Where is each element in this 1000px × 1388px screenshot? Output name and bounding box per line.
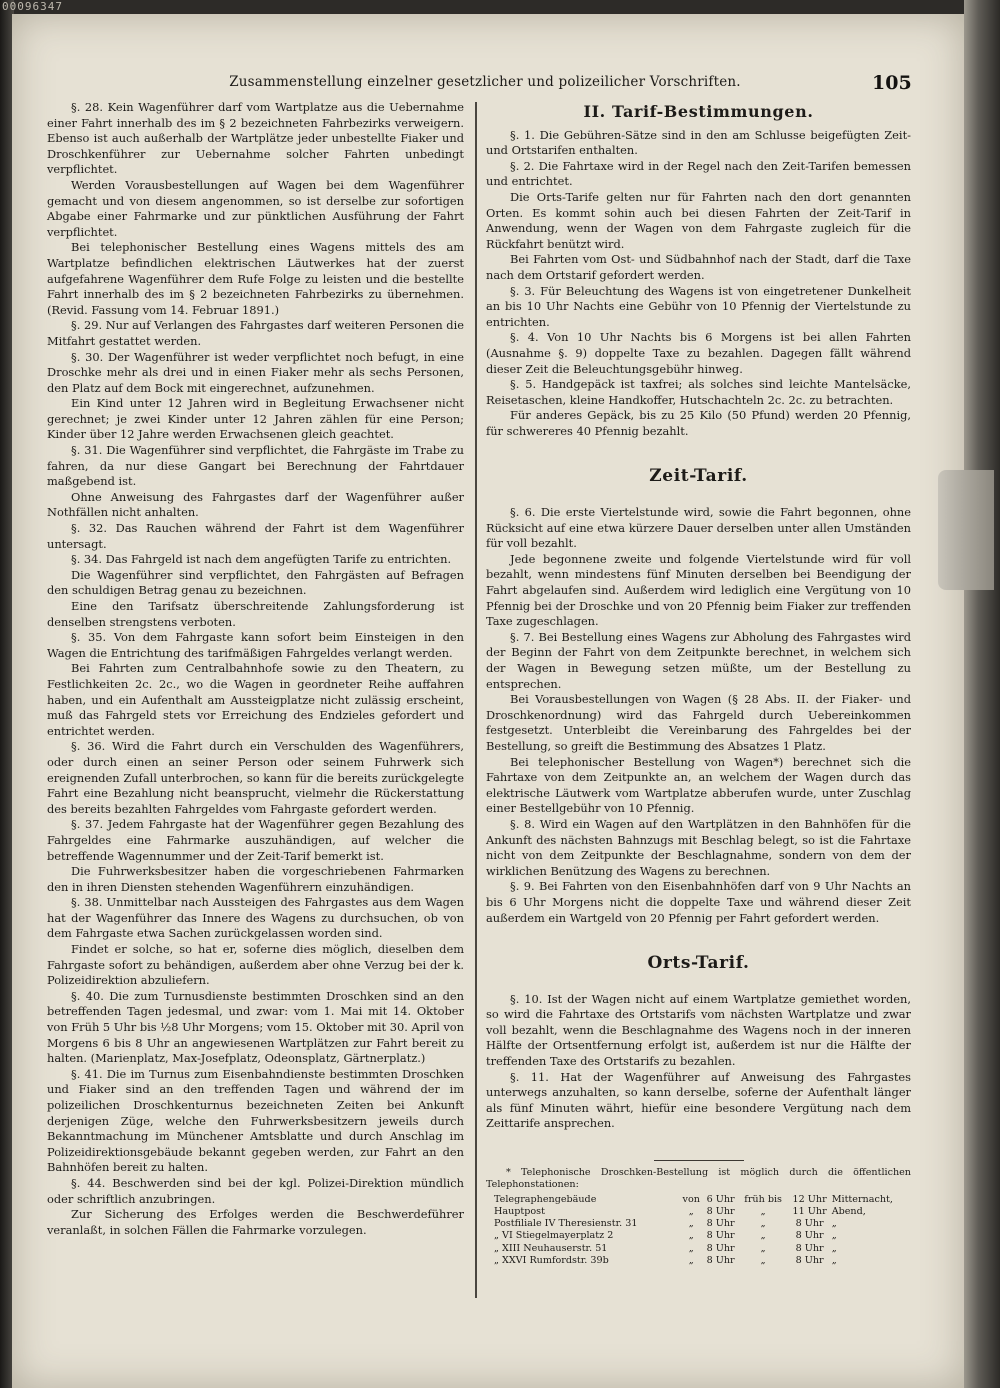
paragraph: §. 7. Bei Bestellung eines Wagens zur Abholung des Fahrgastes wird der Beginn der Fahrt von dem Zeitpunkte berechnet, in welchem sich der Wagen in Bewegung setzen müßte, um der Bestellung zu entsprechen. [486, 629, 911, 691]
page-edge [964, 0, 1000, 1388]
scan-id: 00096347 [2, 0, 63, 13]
paragraph: §. 38. Unmittelbar nach Aussteigen des Fahrgastes aus dem Wagen hat der Wagenführer das Innere des Wagens zu durchsuchen, ob von dem Fahrgaste etwa Sachen zurückgelassen worden sind. [47, 895, 464, 941]
time-note: „ [831, 1254, 837, 1266]
opening-time: 8 Uhr [706, 1218, 735, 1230]
time-note: Mitternacht, [831, 1193, 893, 1205]
left-column [47, 100, 464, 1238]
station-row [486, 1218, 911, 1230]
paragraph: Werden Vorausbestellungen auf Wagen bei dem Wagenführer gemacht und von diesem angenommen, so ist derselbe zur sofortigen Abgabe einer Fahrmarke und zur pünktlichen Ausführung der Fahrt verpflichtet. [47, 177, 464, 239]
paragraph: Eine den Tarifsatz überschreitende Zahlungsforderung ist denselben strengstens verboten. [47, 599, 464, 629]
footnote-text: * Telephonische Droschken-Bestellung ist möglich durch die öffentlichen Telephonstationen: [486, 1167, 911, 1191]
paragraph: §. 44. Beschwerden sind bei der kgl. Polizei-Direktion mündlich oder schriftlich anzubringen. [47, 1175, 464, 1206]
telephone-station-table [486, 1194, 911, 1267]
station-name: Postfiliale IV Theresienstr. 31 [494, 1218, 638, 1230]
footnote [486, 1167, 911, 1267]
opening-time: 6 Uhr [706, 1193, 735, 1205]
paragraph: §. 41. Die im Turnus zum Eisenbahndienste bestimmten Droschken und Fiaker sind an den treffenden Tagen und während der im polizeilichen Droschkenturnus bezeichneten Zeiten bei Ankunft derjenigen Züge, welche den Fuhrwerksbesitzern jeweils durch Bekanntmachung im Münchener Amtsblatte und durch Anschlag im Polizeidirektionsgebäude bekannt gegeben werden, zur Fahrt an den Bahnhöfen bereit zu halten. [47, 1066, 464, 1175]
paragraph: Jede begonnene zweite und folgende Viertelstunde wird für voll bezahlt, wenn mindestens fünf Minuten derselben bei Beendigung der Fahrt abgelaufen sind. Außerdem wird lediglich eine Vergütung von 10 Pfennig bei der Droschke und von 20 Pfennig beim Fiaker zur treffenden Taxe zugeschlagen. [486, 551, 911, 629]
station-name: Telegraphengebäude [494, 1193, 597, 1205]
page-number: 105 [872, 72, 912, 94]
time-connector: „ [760, 1254, 766, 1266]
paragraph: §. 34. Das Fahrgeld ist nach dem angefügten Tarife zu entrichten. [71, 552, 452, 567]
paragraph: Bei Fahrten zum Centralbahnhofe sowie zu den Theatern, zu Festlichkeiten 2c. 2c., wo die Wagen in geordneter Reihe auffahren haben, und ein Aufenthalt am Aussteigplatze nicht zulässig erscheint, muß das Fahrgeld stets vor Erreichung des Endzieles gefordert und entrichtet werden. [47, 661, 464, 738]
time-prefix: „ [688, 1242, 694, 1254]
paragraph: Die Orts-Tarife gelten nur für Fahrten nach den dort genannten Orten. Es kommt sohin auch bei diesen Fahrten der Zeit-Tarif in Anwendung, wenn der Wagen von dem Fahrgaste zugleich für die Rückfahrt benützt wird. [486, 189, 911, 251]
paragraph: §. 9. Bei Fahrten von den Eisenbahnhöfen darf von 9 Uhr Nachts an bis 6 Uhr Morgens nicht die doppelte Taxe und während dieser Zeit außerdem ein Wartgeld von 20 Pfennig per Fahrt gefordert werden. [486, 879, 911, 925]
paragraph: §. 11. Hat der Wagenführer auf Anweisung des Fahrgastes unterwegs anzuhalten, so kann derselbe, soferne der Aufenthalt länger als fünf Minuten währt, hiefür eine besondere Vergütung nach dem Zeittarife ansprechen. [486, 1069, 911, 1131]
time-prefix: „ [688, 1254, 694, 1266]
paragraph: Ein Kind unter 12 Jahren wird in Begleitung Erwachsener nicht gerechnet; je zwei Kinder unter 12 Jahren zählen für eine Person; Kinder über 12 Jahre werden Erwachsenen gleich geachtet. [47, 396, 464, 442]
station-name: „ VI Stiegelmayerplatz 2 [494, 1230, 614, 1242]
right-column [486, 104, 911, 1267]
paragraph: §. 40. Die zum Turnusdienste bestimmten Droschken sind an den betreffenden Tagen jedesmal, und zwar: vom 1. Mai mit 14. Oktober von Früh 5 Uhr bis ½8 Uhr Morgens; vom 15. Oktober mit 30. April von Morgens 6 bis 8 Uhr an angewiesenen Wartplätzen zur Fahrt bereit zu halten. (Marienplatz, Max-Josefplatz, Odeonsplatz, Gärtnerplatz.) [47, 988, 464, 1066]
paragraph: §. 30. Der Wagenführer ist weder verpflichtet noch befugt, in eine Droschke mehr als drei und in einen Fiaker mehr als sechs Personen, den Platz auf dem Bock mit eingerechnet, aufzunehmen. [47, 349, 464, 395]
paragraph: §. 29. Nur auf Verlangen des Fahrgastes darf weiteren Personen die Mitfahrt gestattet werden. [47, 318, 464, 348]
paragraph: Bei telephonischer Bestellung von Wagen*) berechnet sich die Fahrtaxe von dem Zeitpunkte an, an welchem der Wagen durch das elektrische Läutwerk vom Wartplatze abberufen wurde, unter Zuschlag einer Bestellgebühr von 10 Pfennig. [486, 754, 911, 816]
station-row [486, 1255, 911, 1267]
paragraph: §. 32. Das Rauchen während der Fahrt ist dem Wagenführer untersagt. [47, 521, 464, 551]
orts-tarif-paragraphs [486, 992, 911, 1132]
opening-time: 8 Uhr [706, 1230, 735, 1242]
section-heading-zeit-tarif: Zeit-Tarif. [649, 466, 748, 487]
time-prefix: „ [688, 1206, 694, 1218]
paragraph: Bei Vorausbestellungen von Wagen (§ 28 Abs. II. der Fiaker- und Droschkenordnung) wird das Fahrgeld durch Uebereinkommen festgesetzt. Unterbleibt die Vereinbarung des Fahrgeldes bei der Bestellung, so greift die Bestimmung des Absatzes 1 Platz. [486, 692, 911, 753]
running-title: Zusammenstellung einzelner gesetzlicher und polizeilicher Vorschriften. [229, 74, 741, 90]
time-connector: „ [760, 1218, 766, 1230]
paragraph: §. 10. Ist der Wagen nicht auf einem Wartplatze gemiethet worden, so wird die Fahrtaxe des Ortstarifs vom nächsten Wartplatze und zwar voll bezahlt, wenn die Beschlagnahme des Wagens noch in der inneren Hälfte der Ortsentfernung erfolgt ist, außerdem ist nur die Hälfte der treffenden Taxe des Ortstarifs zu bezahlen. [486, 991, 911, 1069]
paragraph: §. 2. Die Fahrtaxe wird in der Regel nach den Zeit-Tarifen bemessen und entrichtet. [486, 158, 911, 189]
paragraph: §. 3. Für Beleuchtung des Wagens ist von eingetretener Dunkelheit an bis 10 Uhr Nachts eine Gebühr von 10 Pfennig der Viertelstunde zu entrichten. [486, 283, 911, 329]
paragraph: Die Fuhrwerksbesitzer haben die vorgeschriebenen Fahrmarken den in ihren Diensten stehenden Wagenführern einzuhändigen. [47, 864, 464, 894]
station-row [486, 1243, 911, 1255]
paragraph: §. 36. Wird die Fahrt durch ein Verschulden des Wagenführers, oder durch einen an seiner Person oder seinem Fuhrwerk sich ereignenden Zufall unterbrochen, so kann für die bereits zurückgelegte Fahrt eine Bezahlung nicht beansprucht, vielmehr die Rückerstattung des bereits bezahlten Fahrgeldes vom Fahrgaste gefordert werden. [47, 739, 464, 816]
opening-time: 8 Uhr [706, 1254, 735, 1266]
time-note: „ [831, 1242, 837, 1254]
section-heading-orts-tarif: Orts-Tarif. [647, 953, 750, 974]
paragraph: §. 1. Die Gebühren-Sätze sind in den am Schlusse beigefügten Zeit- und Ortstarifen enthalten. [486, 127, 911, 158]
time-connector: „ [760, 1242, 766, 1254]
closing-time: 12 Uhr [792, 1193, 827, 1205]
station-name: „ XXVI Rumfordstr. 39b [494, 1254, 609, 1266]
opening-time: 8 Uhr [706, 1206, 735, 1218]
station-row [486, 1230, 911, 1242]
time-connector: „ [760, 1230, 766, 1242]
station-row [486, 1194, 911, 1206]
station-name: Hauptpost [494, 1206, 545, 1218]
paragraph: Die Wagenführer sind verpflichtet, den Fahrgästen auf Befragen den schuldigen Betrag genau zu bezeichnen. [47, 567, 464, 598]
page-edge-tab [938, 470, 994, 590]
time-note: „ [831, 1218, 837, 1230]
paragraph: §. 4. Von 10 Uhr Nachts bis 6 Morgens ist bei allen Fahrten (Ausnahme §. 9) doppelte Taxe zu bezahlen. Dagegen fällt während dieser Zeit die Beleuchtungsgebühr hinweg. [486, 330, 911, 376]
closing-time: 8 Uhr [795, 1242, 824, 1254]
time-prefix: „ [688, 1230, 694, 1242]
time-note: Abend, [831, 1206, 866, 1218]
paragraph: Zur Sicherung des Erfolges werden die Beschwerdeführer veranlaßt, in solchen Fällen die Fahrmarke vorzulegen. [47, 1207, 464, 1237]
closing-time: 8 Uhr [795, 1230, 824, 1242]
closing-time: 8 Uhr [795, 1254, 824, 1266]
paragraph: §. 31. Die Wagenführer sind verpflichtet, die Fahrgäste im Trabe zu fahren, da nur diese Gangart bei Berechnung der Fahrtdauer maßgebend ist. [47, 443, 464, 489]
opening-time: 8 Uhr [706, 1242, 735, 1254]
paragraph: Bei Fahrten vom Ost- und Südbahnhof nach der Stadt, darf die Taxe nach dem Ortstarif gefordert werden. [486, 252, 911, 282]
paragraph: §. 8. Wird ein Wagen auf den Wartplätzen in den Bahnhöfen für die Ankunft des nächsten Bahnzugs mit Beschlag belegt, so ist die Fahrtaxe nicht von dem Zeitpunkte der Beschlagnahme, sondern von dem der wirklichen Benützung des Wagens zu berechnen. [486, 816, 911, 878]
tarif-paragraphs [486, 128, 911, 440]
time-prefix: von [682, 1193, 700, 1205]
paragraph: Ohne Anweisung des Fahrgastes darf der Wagenführer außer Nothfällen nicht anhalten. [47, 489, 464, 520]
paragraph: §. 28. Kein Wagenführer darf vom Wartplatze aus die Uebernahme einer Fahrt innerhalb des im § 2 bezeichneten Fahrbezirks verweigern. Ebenso ist auch außerhalb der Wartplätze jeder unbestellte Fiaker und Droschkenführer zur Uebernahme solcher Fahrten unbedingt verpflichtet. [47, 100, 464, 177]
time-connector: „ [760, 1206, 766, 1218]
time-connector: früh bis [744, 1193, 782, 1205]
footnote-rule [654, 1160, 744, 1161]
zeit-tarif-paragraphs [486, 505, 911, 926]
paragraph: §. 6. Die erste Viertelstunde wird, sowie die Fahrt begonnen, ohne Rücksicht auf eine etwa kürzere Dauer derselben unter allen Umständen für voll bezahlt. [486, 505, 911, 551]
closing-time: 8 Uhr [795, 1218, 824, 1230]
time-prefix: „ [688, 1218, 694, 1230]
paragraph: §. 5. Handgepäck ist taxfrei; als solches sind leichte Mantelsäcke, Reisetaschen, kleine Handkoffer, Hutschachteln 2c. 2c. zu betrachten. [486, 377, 911, 407]
paragraph: Für anderes Gepäck, bis zu 25 Kilo (50 Pfund) werden 20 Pfennig, für schwereres 40 Pfennig bezahlt. [486, 408, 911, 438]
paragraph: Bei telephonischer Bestellung eines Wagens mittels des am Wartplatze befindlichen elektrischen Läutwerkes hat der zuerst aufgefahrene Wagenführer dem Rufe Folge zu leisten und die bestellte Fahrt innerhalb des im § 2 bezeichneten Fahrbezirks zu übernehmen. (Revid. Fassung vom 14. Februar 1891.) [47, 240, 464, 317]
column-divider [475, 102, 477, 1298]
section-heading-tarif: II. Tarif-Bestimmungen. [583, 102, 814, 121]
station-row [486, 1206, 911, 1218]
station-name: „ XIII Neuhauserstr. 51 [494, 1242, 608, 1254]
closing-time: 11 Uhr [792, 1206, 827, 1218]
paragraph: Findet er solche, so hat er, soferne dies möglich, dieselben dem Fahrgaste sofort zu behändigen, außerdem aber ohne Verzug bei der k. Polizeidirektion abzuliefern. [47, 942, 464, 988]
time-note: „ [831, 1230, 837, 1242]
paragraph: §. 35. Von dem Fahrgaste kann sofort beim Einsteigen in den Wagen die Entrichtung des tarifmäßigen Fahrgeldes verlangt werden. [47, 630, 464, 660]
paragraph: §. 37. Jedem Fahrgaste hat der Wagenführer gegen Bezahlung des Fahrgeldes eine Fahrmarke auszuhändigen, auf welcher die betreffende Wagennummer und der Zeit-Tarif bemerkt ist. [47, 817, 464, 863]
